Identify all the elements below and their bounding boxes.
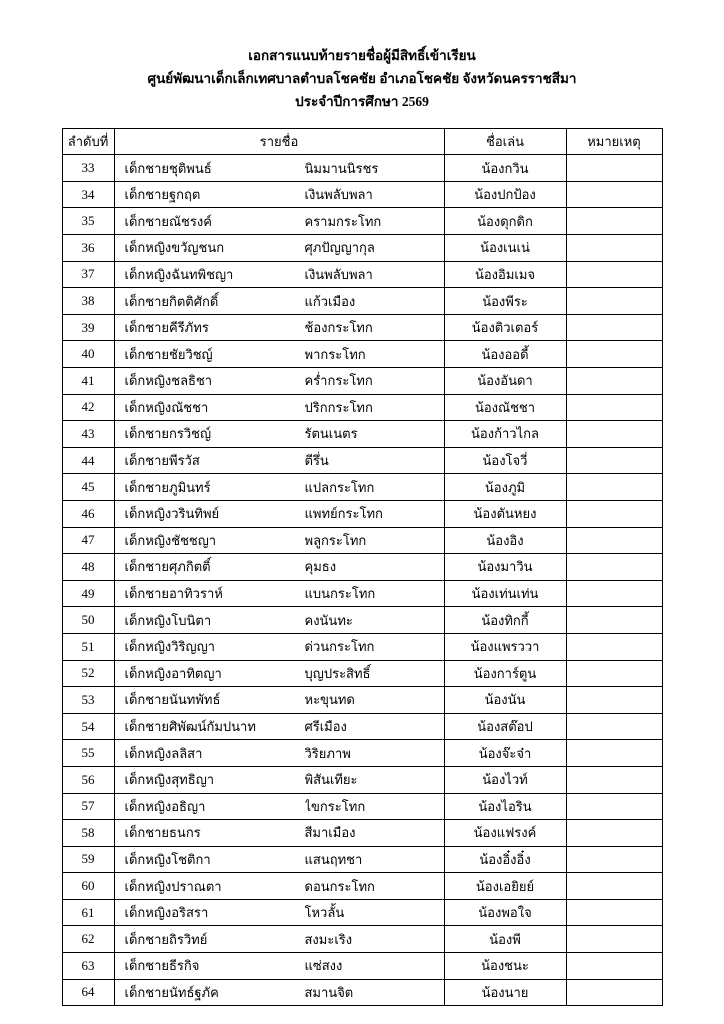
- heading-line-3: ประจำปีการศึกษา 2569: [295, 94, 429, 110]
- last-name: แสนฤทชา: [304, 851, 363, 867]
- cell-nickname: น้องอันดา: [444, 368, 566, 395]
- name-wrapper: [115, 689, 444, 710]
- cell-nickname: น้องนัน: [444, 687, 566, 714]
- first-name: เด็กชายคีรีภัทร: [124, 320, 209, 336]
- name-wrapper: [115, 849, 444, 870]
- first-name: เด็กหญิงอธิญา: [124, 798, 206, 814]
- cell-note: [566, 394, 662, 421]
- cell-nickname: น้องทิกกี้: [444, 607, 566, 634]
- last-name: แปลกระโทก: [304, 479, 375, 495]
- table-row: [62, 181, 662, 208]
- last-name: หะขุนทด: [304, 692, 355, 708]
- cell-name: [114, 368, 444, 395]
- cell-name: [114, 580, 444, 607]
- cell-index: 58: [62, 820, 114, 847]
- name-wrapper: [115, 450, 444, 471]
- cell-index: 37: [62, 261, 114, 288]
- cell-note: [566, 979, 662, 1006]
- cell-index: 63: [62, 953, 114, 980]
- table-row: [62, 793, 662, 820]
- cell-nickname: น้องชนะ: [444, 953, 566, 980]
- table-row: [62, 314, 662, 341]
- cell-name: [114, 873, 444, 900]
- cell-index: 54: [62, 713, 114, 740]
- name-wrapper: [115, 636, 444, 657]
- first-name: เด็กหญิงฉันทพิชญา: [124, 266, 234, 282]
- table-row: [62, 235, 662, 262]
- last-name: ศุภปัญญากุล: [304, 240, 375, 256]
- cell-nickname: น้องอิง: [444, 527, 566, 554]
- table-row: [62, 740, 662, 767]
- table-row: [62, 554, 662, 581]
- cell-name: [114, 447, 444, 474]
- cell-index: 33: [62, 155, 114, 182]
- table-row: [62, 899, 662, 926]
- cell-nickname: น้องแฟรงค์: [444, 820, 566, 847]
- first-name: เด็กหญิงณัชชา: [124, 399, 209, 415]
- cell-name: [114, 979, 444, 1006]
- cell-note: [566, 687, 662, 714]
- first-name: เด็กหญิงอริสรา: [124, 905, 209, 921]
- cell-index: 61: [62, 899, 114, 926]
- cell-name: [114, 660, 444, 687]
- cell-name: [114, 341, 444, 368]
- cell-note: [566, 181, 662, 208]
- last-name: คงนันทะ: [304, 612, 353, 628]
- column-header-nickname: ชื่อเล่น: [444, 128, 566, 155]
- name-wrapper: [115, 344, 444, 365]
- name-wrapper: [115, 902, 444, 923]
- cell-note: [566, 740, 662, 767]
- cell-note: [566, 208, 662, 235]
- cell-note: [566, 793, 662, 820]
- cell-nickname: น้องเนเน่: [444, 235, 566, 262]
- cell-nickname: น้องเอยิยย์: [444, 873, 566, 900]
- cell-note: [566, 155, 662, 182]
- name-wrapper: [115, 876, 444, 897]
- first-name: เด็กชายกรวิชญ์: [124, 426, 212, 442]
- table-row: [62, 713, 662, 740]
- cell-note: [566, 314, 662, 341]
- cell-nickname: น้องติวเตอร์: [444, 314, 566, 341]
- cell-index: 55: [62, 740, 114, 767]
- cell-note: [566, 421, 662, 448]
- cell-index: 48: [62, 554, 114, 581]
- cell-nickname: น้องพอใจ: [444, 899, 566, 926]
- cell-note: [566, 580, 662, 607]
- cell-index: 52: [62, 660, 114, 687]
- cell-name: [114, 474, 444, 501]
- first-name: เด็กหญิงวิริญญา: [124, 639, 215, 655]
- last-name: คุมธง: [304, 559, 337, 575]
- last-name: สีมาเมือง: [304, 825, 356, 841]
- cell-index: 34: [62, 181, 114, 208]
- first-name: เด็กหญิงโบนิตา: [124, 612, 212, 628]
- name-wrapper: [115, 743, 444, 764]
- cell-nickname: น้องการ์ตูน: [444, 660, 566, 687]
- cell-index: 60: [62, 873, 114, 900]
- last-name: สงมะเริง: [304, 931, 353, 947]
- cell-nickname: น้องไอริน: [444, 793, 566, 820]
- first-name: เด็กชายนันทพัทธ์: [124, 692, 221, 708]
- first-name: เด็กชายกิตติศักดิ์: [124, 293, 219, 309]
- table-row: [62, 368, 662, 395]
- last-name: เงินพลับพลา: [304, 266, 373, 282]
- cell-index: 59: [62, 846, 114, 873]
- first-name: เด็กชายธีรกิจ: [124, 958, 200, 974]
- table-row: [62, 474, 662, 501]
- cell-index: 38: [62, 288, 114, 315]
- first-name: เด็กหญิงชลธิชา: [124, 373, 213, 389]
- table-row: [62, 953, 662, 980]
- name-wrapper: [115, 929, 444, 950]
- cell-name: [114, 288, 444, 315]
- cell-nickname: น้องออดี้: [444, 341, 566, 368]
- table-header-row: [62, 128, 662, 155]
- table-row: [62, 820, 662, 847]
- last-name: ศรีเมือง: [304, 719, 347, 735]
- last-name: ด่วนกระโทก: [304, 639, 375, 655]
- cell-note: [566, 633, 662, 660]
- cell-nickname: น้องสต๊อป: [444, 713, 566, 740]
- cell-name: [114, 261, 444, 288]
- name-wrapper: [115, 423, 444, 444]
- cell-index: 46: [62, 500, 114, 527]
- name-wrapper: [115, 822, 444, 843]
- cell-index: 36: [62, 235, 114, 262]
- table-row: [62, 155, 662, 182]
- cell-note: [566, 474, 662, 501]
- last-name: โหวลั้น: [304, 905, 345, 921]
- column-header-no: ลำดับที่: [62, 128, 114, 155]
- cell-nickname: น้องตันหยง: [444, 500, 566, 527]
- cell-note: [566, 607, 662, 634]
- table-row: [62, 926, 662, 953]
- cell-index: 39: [62, 314, 114, 341]
- cell-name: [114, 713, 444, 740]
- cell-note: [566, 926, 662, 953]
- table-header: [62, 128, 662, 155]
- last-name: ตีรึ่น: [304, 453, 329, 469]
- cell-note: [566, 766, 662, 793]
- cell-index: 56: [62, 766, 114, 793]
- cell-nickname: น้องพี: [444, 926, 566, 953]
- heading-line-1: เอกสารแนบท้ายรายชื่อผู้มีสิทธิ์เข้าเรียน: [248, 48, 476, 63]
- cell-index: 62: [62, 926, 114, 953]
- last-name: ปริกกระโทก: [304, 399, 373, 415]
- name-wrapper: [115, 397, 444, 418]
- cell-nickname: น้องปกป้อง: [444, 181, 566, 208]
- cell-note: [566, 660, 662, 687]
- table-row: [62, 766, 662, 793]
- cell-index: 43: [62, 421, 114, 448]
- cell-name: [114, 899, 444, 926]
- last-name: แบนกระโทก: [304, 586, 376, 602]
- cell-nickname: น้องอิมเมจ: [444, 261, 566, 288]
- table-row: [62, 527, 662, 554]
- cell-name: [114, 820, 444, 847]
- table-body: [62, 155, 662, 1006]
- name-wrapper: [115, 477, 444, 498]
- cell-note: [566, 261, 662, 288]
- name-wrapper: [115, 530, 444, 551]
- cell-note: [566, 447, 662, 474]
- first-name: เด็กชายศุภกิตติ์: [124, 559, 211, 575]
- cell-nickname: น้องดุกดิก: [444, 208, 566, 235]
- cell-name: [114, 500, 444, 527]
- name-wrapper: [115, 556, 444, 577]
- last-name: ไขกระโทก: [304, 798, 366, 814]
- first-name: เด็กหญิงปราณตา: [124, 878, 222, 894]
- cell-note: [566, 873, 662, 900]
- cell-nickname: น้องภูมิ: [444, 474, 566, 501]
- cell-index: 35: [62, 208, 114, 235]
- first-name: เด็กหญิงสุทธิญา: [124, 772, 215, 788]
- last-name: พากระโทก: [304, 346, 366, 362]
- table-row: [62, 580, 662, 607]
- table-row: [62, 208, 662, 235]
- cell-nickname: น้องอิ๋งอิ๋ง: [444, 846, 566, 873]
- name-wrapper: [115, 769, 444, 790]
- first-name: เด็กชายฐกฤต: [124, 187, 201, 203]
- first-name: เด็กชายชุติพนธ์: [124, 160, 212, 176]
- last-name: พลูกระโทก: [304, 532, 367, 548]
- column-header-name: รายชื่อ: [114, 128, 444, 155]
- first-name: เด็กชายธนกร: [124, 825, 201, 841]
- table-row: [62, 447, 662, 474]
- name-wrapper: [115, 955, 444, 976]
- name-wrapper: [115, 291, 444, 312]
- cell-note: [566, 820, 662, 847]
- last-name: คร่ำกระโทก: [304, 373, 373, 389]
- last-name: สมานจิต: [304, 984, 354, 1000]
- table-row: [62, 288, 662, 315]
- cell-name: [114, 527, 444, 554]
- first-name: เด็กชายนัทธ์ฐภัค: [124, 984, 219, 1000]
- first-name: เด็กชายศิพัฒน์กัมปนาท: [124, 719, 256, 735]
- last-name: เงินพลับพลา: [304, 187, 373, 203]
- cell-index: 47: [62, 527, 114, 554]
- cell-index: 49: [62, 580, 114, 607]
- first-name: เด็กชายพีรวัส: [124, 453, 200, 469]
- cell-nickname: น้องจ๊ะจ๋า: [444, 740, 566, 767]
- first-name: เด็กหญิงชัชชญา: [124, 532, 217, 548]
- cell-name: [114, 554, 444, 581]
- table-row: [62, 660, 662, 687]
- cell-name: [114, 633, 444, 660]
- table-row: [62, 687, 662, 714]
- first-name: เด็กชายชัยวิชญ์: [124, 346, 213, 362]
- last-name: นิมมานนิรชร: [304, 160, 379, 176]
- cell-note: [566, 846, 662, 873]
- cell-index: 50: [62, 607, 114, 634]
- cell-index: 51: [62, 633, 114, 660]
- cell-note: [566, 368, 662, 395]
- cell-name: [114, 687, 444, 714]
- cell-note: [566, 554, 662, 581]
- last-name: ครามกระโทก: [304, 213, 382, 229]
- cell-index: 45: [62, 474, 114, 501]
- table-row: [62, 500, 662, 527]
- name-wrapper: [115, 317, 444, 338]
- last-name: แซ่สงง: [304, 958, 343, 974]
- cell-nickname: น้องเท่นเท่น: [444, 580, 566, 607]
- first-name: เด็กชายอาทิวราห์: [124, 586, 223, 602]
- last-name: บุญประสิทธิ์: [304, 665, 371, 681]
- last-name: รัตนเนตร: [304, 426, 358, 442]
- last-name: แพทย์กระโทก: [304, 506, 383, 522]
- table-row: [62, 846, 662, 873]
- cell-note: [566, 527, 662, 554]
- first-name: เด็กชายภูมินทร์: [124, 479, 211, 495]
- cell-index: 41: [62, 368, 114, 395]
- cell-note: [566, 288, 662, 315]
- name-wrapper: [115, 237, 444, 258]
- table-row: [62, 873, 662, 900]
- name-wrapper: [115, 158, 444, 179]
- cell-name: [114, 314, 444, 341]
- cell-name: [114, 740, 444, 767]
- cell-note: [566, 713, 662, 740]
- first-name: เด็กชายณัชรงค์: [124, 213, 212, 229]
- cell-index: 64: [62, 979, 114, 1006]
- cell-name: [114, 766, 444, 793]
- table-row: [62, 421, 662, 448]
- cell-nickname: น้องพีระ: [444, 288, 566, 315]
- name-wrapper: [115, 610, 444, 631]
- last-name: แก้วเมือง: [304, 293, 356, 309]
- cell-note: [566, 235, 662, 262]
- name-wrapper: [115, 184, 444, 205]
- cell-nickname: น้องนาย: [444, 979, 566, 1006]
- cell-name: [114, 846, 444, 873]
- cell-name: [114, 926, 444, 953]
- table-row: [62, 979, 662, 1006]
- cell-name: [114, 953, 444, 980]
- name-wrapper: [115, 211, 444, 232]
- first-name: เด็กหญิงขวัญชนก: [124, 240, 225, 256]
- cell-index: 40: [62, 341, 114, 368]
- name-wrapper: [115, 503, 444, 524]
- table-row: [62, 607, 662, 634]
- name-wrapper: [115, 370, 444, 391]
- cell-nickname: น้องณัชชา: [444, 394, 566, 421]
- cell-name: [114, 421, 444, 448]
- cell-nickname: น้องก้าวไกล: [444, 421, 566, 448]
- cell-note: [566, 899, 662, 926]
- cell-note: [566, 500, 662, 527]
- cell-name: [114, 181, 444, 208]
- name-wrapper: [115, 264, 444, 285]
- name-wrapper: [115, 796, 444, 817]
- roster-table: [62, 128, 663, 1007]
- first-name: เด็กหญิงลลิสา: [124, 745, 203, 761]
- cell-name: [114, 208, 444, 235]
- table-row: [62, 394, 662, 421]
- cell-nickname: น้องมาวิน: [444, 554, 566, 581]
- cell-index: 42: [62, 394, 114, 421]
- table-row: [62, 261, 662, 288]
- first-name: เด็กหญิงวรินทิพย์: [124, 506, 220, 522]
- first-name: เด็กหญิงอาทิตญา: [124, 665, 222, 681]
- cell-note: [566, 341, 662, 368]
- cell-name: [114, 607, 444, 634]
- first-name: เด็กชายถิรวิทย์: [124, 931, 208, 947]
- table-row: [62, 341, 662, 368]
- first-name: เด็กหญิงโชติกา: [124, 851, 211, 867]
- column-header-note: หมายเหตุ: [566, 128, 662, 155]
- cell-index: 53: [62, 687, 114, 714]
- last-name: ดอนกระโทก: [304, 878, 375, 894]
- cell-nickname: น้องแพรววา: [444, 633, 566, 660]
- cell-name: [114, 155, 444, 182]
- cell-name: [114, 793, 444, 820]
- cell-index: 44: [62, 447, 114, 474]
- name-wrapper: [115, 663, 444, 684]
- cell-nickname: น้องไวท์: [444, 766, 566, 793]
- name-wrapper: [115, 982, 444, 1003]
- last-name: วิริยภาพ: [304, 745, 351, 761]
- document-heading: [48, 44, 676, 114]
- cell-note: [566, 953, 662, 980]
- last-name: พิสันเทียะ: [304, 772, 358, 788]
- cell-index: 57: [62, 793, 114, 820]
- name-wrapper: [115, 716, 444, 737]
- cell-nickname: น้องกวิน: [444, 155, 566, 182]
- cell-name: [114, 394, 444, 421]
- cell-name: [114, 235, 444, 262]
- table-row: [62, 633, 662, 660]
- heading-line-2: ศูนย์พัฒนาเด็กเล็กเทศบาลตำบลโชคชัย อำเภอโชคชัย จังหวัดนครราชสีมา: [147, 71, 577, 87]
- last-name: ช้องกระโทก: [304, 320, 373, 336]
- cell-nickname: น้องโจวี่: [444, 447, 566, 474]
- name-wrapper: [115, 583, 444, 604]
